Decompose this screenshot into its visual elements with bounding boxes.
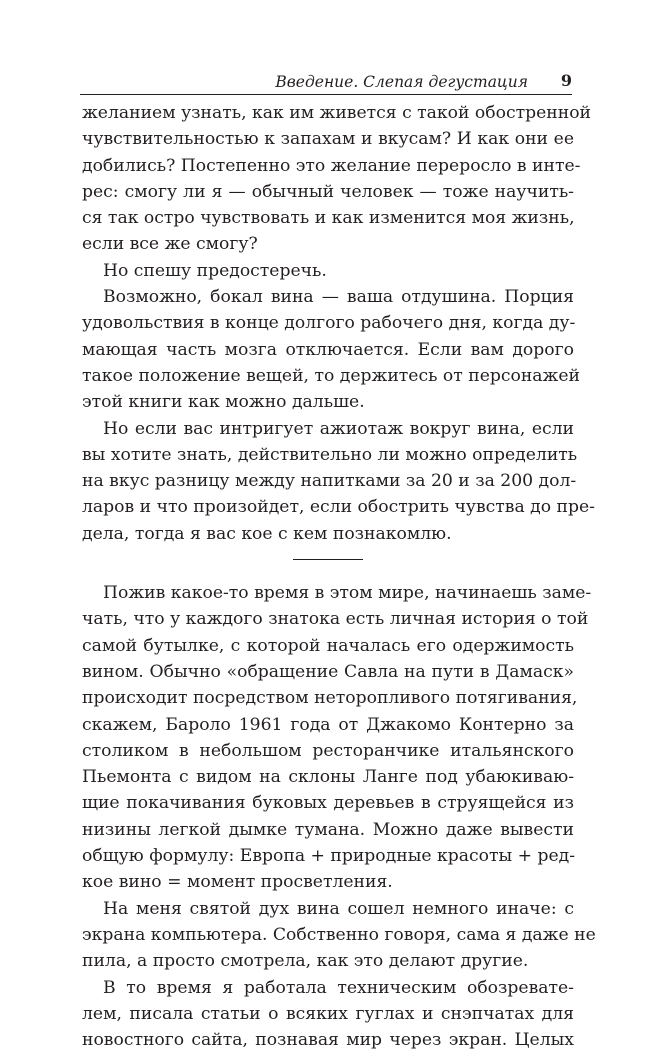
- paragraph: [82, 100, 574, 258]
- text-line: на вкус разницу между напитками за 20 и за 200 дол-: [82, 468, 574, 494]
- text-line: лем, писала статьи о всяких гуглах и снэпчатах для: [82, 1001, 574, 1027]
- text-line: Пьемонта с видом на склоны Ланге под убаюкиваю-: [82, 764, 574, 790]
- text-line: вы хотите знать, действительно ли можно определить: [82, 442, 574, 468]
- text-line: Возможно, бокал вина — ваша отдушина. Порция: [82, 284, 574, 310]
- text-line: кое вино = момент просветления.: [82, 869, 574, 895]
- paragraph: [82, 258, 574, 284]
- text-line: мающая часть мозга отключается. Если вам дорого: [82, 337, 574, 363]
- text-line: ся так остро чувствовать и как изменится моя жизнь,: [82, 205, 574, 231]
- section-divider: [293, 559, 363, 560]
- text-line: вином. Обычно «обращение Савла на пути в Дамаск»: [82, 659, 574, 685]
- text-line: добились? Постепенно это желание переросло в инте-: [82, 153, 574, 179]
- paragraph: [82, 975, 574, 1053]
- text-line: чать, что у каждого знатока есть личная история о той: [82, 606, 574, 632]
- text-line: этой книги как можно дальше.: [82, 389, 574, 415]
- text-line: ларов и что произойдет, если обострить чувства до пре-: [82, 494, 574, 520]
- text-line: Но если вас интригует ажиотаж вокруг вина, если: [82, 416, 574, 442]
- page-number: 9: [561, 71, 572, 91]
- text-line: удовольствия в конце долгого рабочего дня, когда ду-: [82, 310, 574, 336]
- text-line: В то время я работала техническим обозревате-: [82, 975, 574, 1001]
- paragraph: [82, 284, 574, 415]
- text-line: На меня святой дух вина сошел немного иначе: с: [82, 896, 574, 922]
- text-line: желанием узнать, как им живется с такой обостренной: [82, 100, 574, 126]
- text-line: щие покачивания буковых деревьев в струящейся из: [82, 790, 574, 816]
- text-line: скажем, Бароло 1961 года от Джакомо Контерно за: [82, 712, 574, 738]
- text-line: Но спешу предостеречь.: [82, 258, 574, 284]
- paragraph: [82, 416, 574, 547]
- text-line: столиком в небольшом ресторанчике итальянского: [82, 738, 574, 764]
- text-line: Пожив какое-то время в этом мире, начинаешь заме-: [82, 580, 574, 606]
- text-line: пила, а просто смотрела, как это делают другие.: [82, 948, 574, 974]
- text-line: дела, тогда я вас кое с кем познакомлю.: [82, 521, 574, 547]
- running-title: Введение. Слепая дегустация: [275, 72, 528, 92]
- paragraph: [82, 580, 574, 896]
- section-2: [82, 580, 574, 1053]
- text-line: рес: смогу ли я — обычный человек — тоже научить-: [82, 179, 574, 205]
- text-line: самой бутылке, с которой началась его одержимость: [82, 633, 574, 659]
- text-line: чувствительностью к запахам и вкусам? И как они ее: [82, 126, 574, 152]
- text-line: низины легкой дымке тумана. Можно даже вывести: [82, 817, 574, 843]
- text-line: такое положение вещей, то держитесь от персонажей: [82, 363, 574, 389]
- text-line: общую формулу: Европа + природные красоты + ред-: [82, 843, 574, 869]
- body-text: [82, 100, 574, 1053]
- text-line: если все же смогу?: [82, 231, 574, 257]
- text-line: происходит посредством неторопливого потягивания,: [82, 685, 574, 711]
- text-line: новостного сайта, познавая мир через экран. Целых: [82, 1027, 574, 1053]
- section-1: [82, 100, 574, 547]
- text-line: экрана компьютера. Собственно говоря, сама я даже не: [82, 922, 574, 948]
- paragraph: [82, 896, 574, 975]
- running-header: [80, 72, 572, 95]
